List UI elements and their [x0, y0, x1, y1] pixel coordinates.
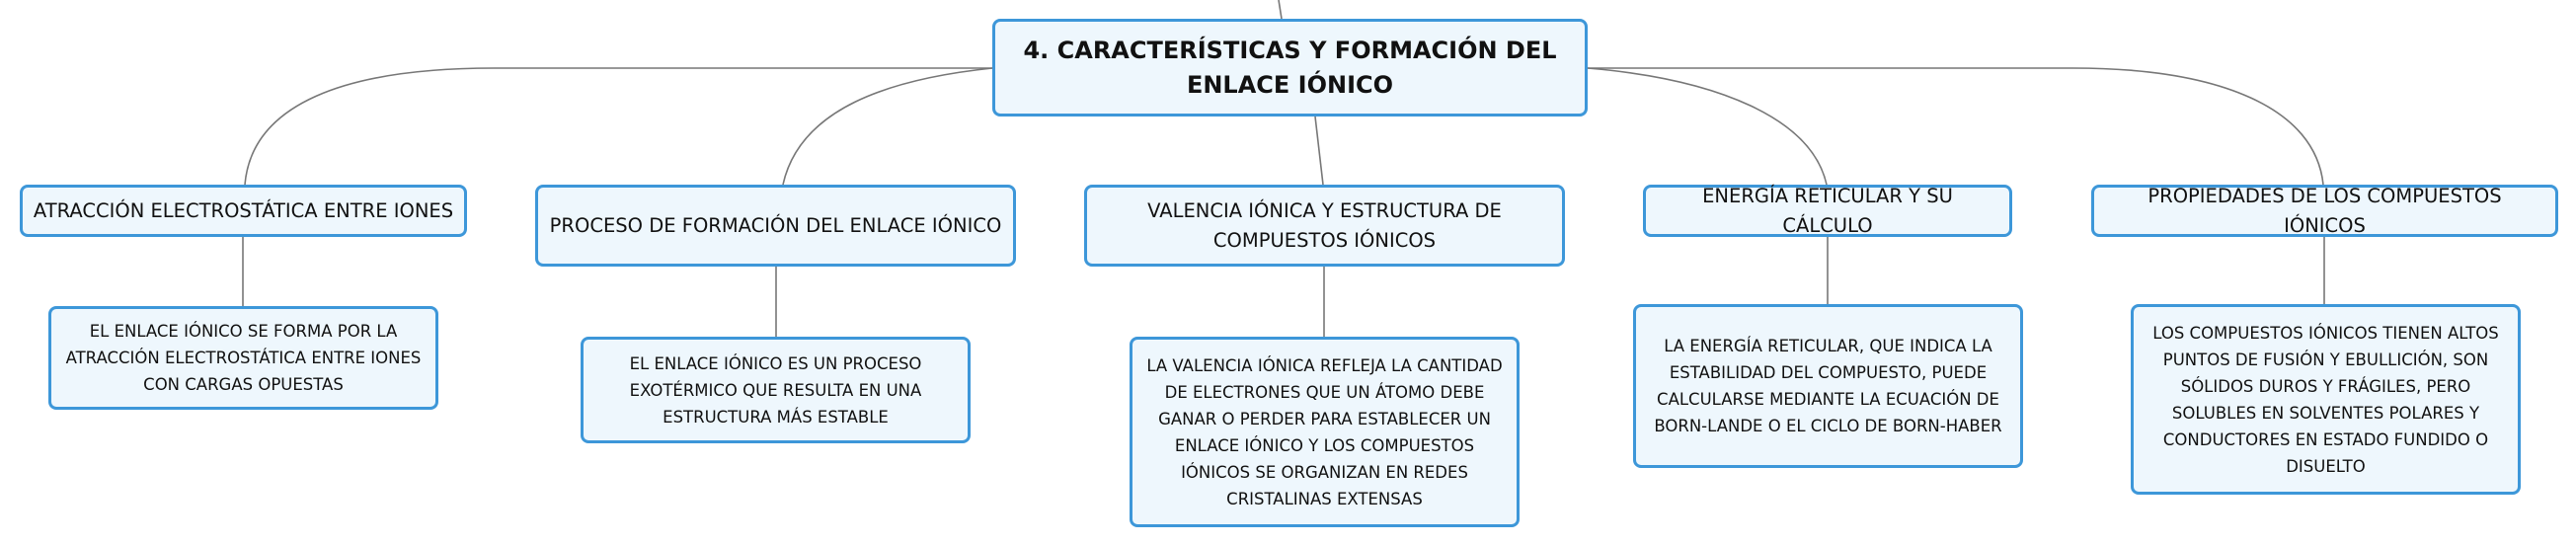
connector-root-branch-1: [245, 68, 992, 185]
detail-node-5[interactable]: [2131, 304, 2521, 495]
branch-node-4[interactable]: [1643, 185, 2012, 237]
root-title: 4. CARACTERÍSTICAS Y FORMACIÓN DEL ENLACE IÓNICO: [1023, 36, 1557, 99]
detail-1-text: EL ENLACE IÓNICO SE FORMA POR LA ATRACCIÓN ELECTROSTÁTICA ENTRE IONES CON CARGAS OPUESTAS: [65, 322, 422, 394]
branch-node-3[interactable]: [1084, 185, 1565, 267]
detail-node-1[interactable]: [48, 306, 438, 410]
branch-node-2[interactable]: [535, 185, 1016, 267]
detail-node-2[interactable]: [581, 337, 971, 443]
connector-top: [1279, 0, 1282, 19]
detail-4-text: LA ENERGÍA RETICULAR, QUE INDICA LA ESTABILIDAD DEL COMPUESTO, PUEDE CALCULARSE MEDIANTE LA ECUACIÓN DE BORN-LANDE O EL CICLO DE BORN-HABER: [1654, 337, 2002, 435]
connector-root-branch-5: [1588, 68, 2323, 185]
detail-2-text: EL ENLACE IÓNICO ES UN PROCESO EXOTÉRMICO QUE RESULTA EN UNA ESTRUCTURA MÁS ESTABLE: [629, 353, 922, 427]
branch-3-title: VALENCIA IÓNICA Y ESTRUCTURA DE COMPUESTOS IÓNICOS: [1147, 198, 1502, 252]
detail-3-text: LA VALENCIA IÓNICA REFLEJA LA CANTIDAD DE ELECTRONES QUE UN ÁTOMO DEBE GANAR O PERDER PARA ESTABLECER UN ENLACE IÓNICO Y LOS COMPUESTOS IÓNICOS SE ORGANIZAN EN REDES CRISTALINAS EXTENSAS: [1146, 355, 1503, 508]
detail-node-3[interactable]: [1130, 337, 1520, 527]
branch-2-title: PROCESO DE FORMACIÓN DEL ENLACE IÓNICO: [549, 213, 1002, 237]
detail-node-4[interactable]: [1633, 304, 2023, 468]
connector-root-branch-4: [1588, 68, 1827, 185]
detail-5-text: LOS COMPUESTOS IÓNICOS TIENEN ALTOS PUNTOS DE FUSIÓN Y EBULLICIÓN, SON SÓLIDOS DUROS Y FRÁGILES, PERO SOLUBLES EN SOLVENTES POLARES Y CONDUCTORES EN ESTADO FUNDIDO O DISUELTO: [2152, 323, 2499, 476]
connector-root-branch-3: [1315, 117, 1323, 185]
branch-node-5[interactable]: [2091, 185, 2558, 237]
connector-root-branch-2: [783, 68, 992, 185]
branch-5-title: PROPIEDADES DE LOS COMPUESTOS IÓNICOS: [2147, 184, 2502, 237]
branch-node-1[interactable]: [20, 185, 467, 237]
branch-1-title: ATRACCIÓN ELECTROSTÁTICA ENTRE IONES: [33, 198, 454, 222]
root-node[interactable]: [992, 19, 1588, 117]
branch-4-title: ENERGÍA RETICULAR Y SU CÁLCULO: [1702, 184, 1953, 237]
